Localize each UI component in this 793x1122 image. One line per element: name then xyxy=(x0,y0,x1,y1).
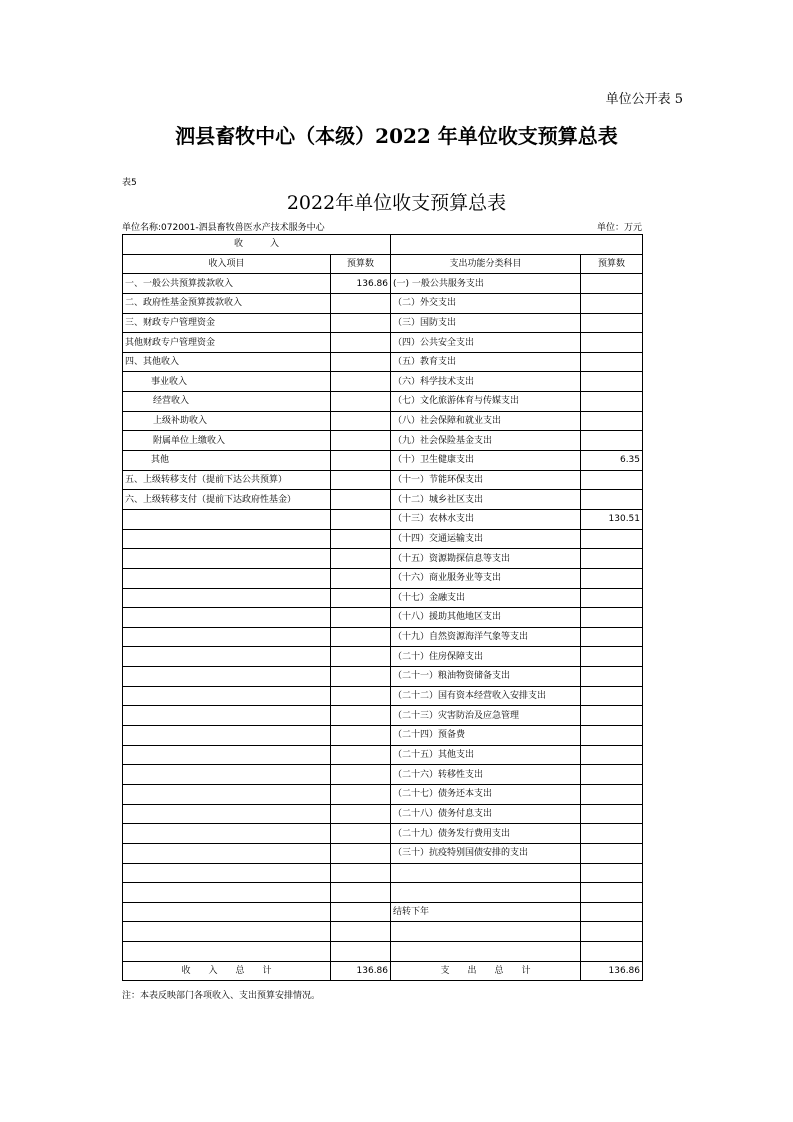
income-item-cell: 经营收入 xyxy=(123,392,331,412)
expense-item-cell: （二十四）预备费 xyxy=(391,726,581,746)
expense-amount-cell xyxy=(581,883,643,903)
table-row xyxy=(123,529,643,549)
table-row xyxy=(123,333,643,353)
income-amount-cell xyxy=(331,784,391,804)
income-group-header: 收 入 xyxy=(123,235,391,255)
expense-item-cell: （十八）援助其他地区支出 xyxy=(391,608,581,628)
income-amount-cell xyxy=(331,627,391,647)
table-row xyxy=(123,824,643,844)
expense-amount-cell xyxy=(581,902,643,922)
table-row xyxy=(123,765,643,785)
table-row xyxy=(123,922,643,942)
income-amount-cell xyxy=(331,745,391,765)
expense-item-cell xyxy=(391,863,581,883)
table-row xyxy=(123,843,643,863)
income-item-cell: 附属单位上缴收入 xyxy=(123,431,331,451)
expense-item-cell: （二十一）粮油物资储备支出 xyxy=(391,667,581,687)
income-amount-cell xyxy=(331,824,391,844)
income-amount-cell xyxy=(331,352,391,372)
income-amount-cell: 136.86 xyxy=(331,274,391,294)
income-item-cell xyxy=(123,706,331,726)
expense-item-cell: （九）社会保险基金支出 xyxy=(391,431,581,451)
income-amount-cell xyxy=(331,843,391,863)
expense-amount-cell xyxy=(581,706,643,726)
expense-item-cell: （二十五）其他支出 xyxy=(391,745,581,765)
income-amount-cell xyxy=(331,490,391,510)
income-amount-cell xyxy=(331,293,391,313)
sub-title: 2022年单位收支预算总表 xyxy=(286,192,507,214)
table-row xyxy=(123,608,643,628)
expense-item-cell: （二十八）债务付息支出 xyxy=(391,804,581,824)
table-row xyxy=(123,293,643,313)
expense-amount-cell xyxy=(581,686,643,706)
expense-amount-cell xyxy=(581,922,643,942)
table-row xyxy=(123,902,643,922)
expense-item-cell: （十四）交通运输支出 xyxy=(391,529,581,549)
income-item-header: 收入项目 xyxy=(123,254,331,274)
income-item-cell xyxy=(123,667,331,687)
income-item-cell: 三、财政专户管理资金 xyxy=(123,313,331,333)
income-item-cell xyxy=(123,745,331,765)
expense-amount-cell: 6.35 xyxy=(581,451,643,471)
expense-item-cell: （十六）商业服务业等支出 xyxy=(391,568,581,588)
expense-item-cell: （十五）资源勘探信息等支出 xyxy=(391,549,581,569)
table-row xyxy=(123,451,643,471)
expense-budget-header: 预算数 xyxy=(581,254,643,274)
income-amount-cell xyxy=(331,883,391,903)
income-amount-cell xyxy=(331,529,391,549)
expense-amount-cell xyxy=(581,784,643,804)
table-row xyxy=(123,667,643,687)
total-row xyxy=(123,961,643,981)
table-row xyxy=(123,372,643,392)
expense-amount-cell xyxy=(581,667,643,687)
table-row xyxy=(123,647,643,667)
expense-total-label: 支 出 总 计 xyxy=(391,961,581,981)
table-row xyxy=(123,431,643,451)
income-item-cell xyxy=(123,843,331,863)
unit-line xyxy=(122,220,642,233)
table-row xyxy=(123,942,643,962)
income-item-cell: 五、上级转移支付（提前下达公共预算） xyxy=(123,470,331,490)
income-item-cell xyxy=(123,824,331,844)
expense-amount-cell xyxy=(581,313,643,333)
expense-amount-cell xyxy=(581,804,643,824)
income-item-cell: 事业收入 xyxy=(123,372,331,392)
expense-item-cell xyxy=(391,942,581,962)
expense-amount-cell xyxy=(581,588,643,608)
income-item-cell xyxy=(123,529,331,549)
expense-amount-cell xyxy=(581,529,643,549)
income-amount-cell xyxy=(331,568,391,588)
expense-amount-cell xyxy=(581,352,643,372)
income-item-cell xyxy=(123,588,331,608)
table-row xyxy=(123,863,643,883)
income-item-cell: 四、其他收入 xyxy=(123,352,331,372)
expense-item-header: 支出功能分类科目 xyxy=(391,254,581,274)
income-item-cell xyxy=(123,686,331,706)
expense-item-cell: （二十三）灾害防治及应急管理 xyxy=(391,706,581,726)
income-item-cell: 上级补助收入 xyxy=(123,411,331,431)
income-item-cell: 其他财政专户管理资金 xyxy=(123,333,331,353)
expense-amount-cell: 130.51 xyxy=(581,509,643,529)
income-item-cell: 六、上级转移支付（提前下达政府性基金） xyxy=(123,490,331,510)
income-amount-cell xyxy=(331,313,391,333)
expense-item-cell: （五）教育支出 xyxy=(391,352,581,372)
table-row xyxy=(123,726,643,746)
expense-amount-cell xyxy=(581,726,643,746)
expense-item-cell: （十三）农林水支出 xyxy=(391,509,581,529)
expense-item-cell: （十七）金融支出 xyxy=(391,588,581,608)
expense-amount-cell xyxy=(581,333,643,353)
expense-item-cell: （八）社会保障和就业支出 xyxy=(391,411,581,431)
income-item-cell xyxy=(123,883,331,903)
income-budget-header: 预算数 xyxy=(331,254,391,274)
income-item-cell xyxy=(123,549,331,569)
table-row xyxy=(123,883,643,903)
expense-item-cell: （二十六）转移性支出 xyxy=(391,765,581,785)
income-item-cell xyxy=(123,765,331,785)
table-row xyxy=(123,784,643,804)
income-amount-cell xyxy=(331,451,391,471)
income-amount-cell xyxy=(331,902,391,922)
expense-amount-cell xyxy=(581,824,643,844)
income-amount-cell xyxy=(331,333,391,353)
budget-table xyxy=(122,234,643,981)
income-item-cell xyxy=(123,902,331,922)
income-item-cell: 一、一般公共预算拨款收入 xyxy=(123,274,331,294)
income-amount-cell xyxy=(331,686,391,706)
expense-item-cell: （二十）住房保障支出 xyxy=(391,647,581,667)
expense-item-cell: （十二）城乡社区支出 xyxy=(391,490,581,510)
table-row xyxy=(123,411,643,431)
expense-item-cell: （二十二）国有资本经营收入安排支出 xyxy=(391,686,581,706)
expense-amount-cell xyxy=(581,608,643,628)
income-amount-cell xyxy=(331,765,391,785)
income-item-cell: 其他 xyxy=(123,451,331,471)
income-amount-cell xyxy=(331,647,391,667)
expense-amount-cell xyxy=(581,490,643,510)
income-item-cell xyxy=(123,784,331,804)
expense-item-cell: （三）国防支出 xyxy=(391,313,581,333)
income-item-cell xyxy=(123,627,331,647)
expense-amount-cell xyxy=(581,843,643,863)
expense-item-cell: （十一）节能环保支出 xyxy=(391,470,581,490)
income-total-label: 收 入 总 计 xyxy=(123,961,331,981)
expense-amount-cell xyxy=(581,274,643,294)
income-item-cell xyxy=(123,509,331,529)
income-item-cell: 二、政府性基金预算拨款收入 xyxy=(123,293,331,313)
unit-currency: 单位：万元 xyxy=(596,223,642,233)
table-row xyxy=(123,352,643,372)
income-amount-cell xyxy=(331,588,391,608)
header-group-row xyxy=(123,235,643,255)
table-row xyxy=(123,804,643,824)
income-amount-cell xyxy=(331,411,391,431)
expense-item-cell: （二）外交支出 xyxy=(391,293,581,313)
income-amount-cell xyxy=(331,726,391,746)
income-item-cell xyxy=(123,922,331,942)
expense-amount-cell xyxy=(581,392,643,412)
income-amount-cell xyxy=(331,509,391,529)
expense-item-cell xyxy=(391,883,581,903)
table-number: 表5 xyxy=(122,178,137,188)
income-amount-cell xyxy=(331,608,391,628)
expense-item-cell: （二十七）债务还本支出 xyxy=(391,784,581,804)
table-row xyxy=(123,568,643,588)
expense-amount-cell xyxy=(581,863,643,883)
expense-amount-cell xyxy=(581,411,643,431)
expense-amount-cell xyxy=(581,549,643,569)
income-amount-cell xyxy=(331,863,391,883)
table-row xyxy=(123,627,643,647)
table-row xyxy=(123,509,643,529)
income-amount-cell xyxy=(331,804,391,824)
expense-item-cell: 结转下年 xyxy=(391,902,581,922)
expense-item-cell: （十九）自然资源海洋气象等支出 xyxy=(391,627,581,647)
main-title: 泗县畜牧中心（本级）2022 年单位收支预算总表 xyxy=(175,124,618,148)
table-row xyxy=(123,549,643,569)
income-amount-cell xyxy=(331,549,391,569)
income-amount-cell xyxy=(331,942,391,962)
expense-amount-cell xyxy=(581,568,643,588)
income-total-amount: 136.86 xyxy=(331,961,391,981)
expense-amount-cell xyxy=(581,431,643,451)
expense-item-cell: （六）科学技术支出 xyxy=(391,372,581,392)
expense-item-cell: （三十）抗疫特别国债安排的支出 xyxy=(391,843,581,863)
income-amount-cell xyxy=(331,706,391,726)
income-item-cell xyxy=(123,568,331,588)
expense-item-cell: (一) 一般公共服务支出 xyxy=(391,274,581,294)
income-amount-cell xyxy=(331,667,391,687)
corner-label: 单位公开表 5 xyxy=(605,92,683,107)
unit-name: 单位名称:072001-泗县畜牧兽医水产技术服务中心 xyxy=(122,223,325,233)
expense-item-cell: （七）文化旅游体育与传媒支出 xyxy=(391,392,581,412)
income-item-cell xyxy=(123,863,331,883)
income-item-cell xyxy=(123,726,331,746)
footnote: 注：本表反映部门各项收入、支出预算安排情况。 xyxy=(122,991,321,1001)
expense-total-amount: 136.86 xyxy=(581,961,643,981)
income-item-cell xyxy=(123,804,331,824)
table-row xyxy=(123,588,643,608)
table-row xyxy=(123,392,643,412)
header-row xyxy=(123,254,643,274)
table-row xyxy=(123,686,643,706)
table-row xyxy=(123,313,643,333)
income-amount-cell xyxy=(331,392,391,412)
expense-amount-cell xyxy=(581,372,643,392)
table-row xyxy=(123,706,643,726)
income-item-cell xyxy=(123,942,331,962)
expense-item-cell: （四）公共安全支出 xyxy=(391,333,581,353)
income-amount-cell xyxy=(331,431,391,451)
table-row xyxy=(123,745,643,765)
income-amount-cell xyxy=(331,470,391,490)
table-row xyxy=(123,470,643,490)
expense-item-cell: （二十九）债务发行费用支出 xyxy=(391,824,581,844)
expense-amount-cell xyxy=(581,293,643,313)
table-row xyxy=(123,490,643,510)
income-item-cell xyxy=(123,647,331,667)
expense-amount-cell xyxy=(581,745,643,765)
income-amount-cell xyxy=(331,372,391,392)
expense-amount-cell xyxy=(581,765,643,785)
table-row xyxy=(123,274,643,294)
expense-amount-cell xyxy=(581,942,643,962)
income-item-cell xyxy=(123,608,331,628)
income-amount-cell xyxy=(331,922,391,942)
expense-amount-cell xyxy=(581,470,643,490)
expense-item-cell xyxy=(391,922,581,942)
expense-amount-cell xyxy=(581,647,643,667)
expense-amount-cell xyxy=(581,627,643,647)
expense-item-cell: （十）卫生健康支出 xyxy=(391,451,581,471)
expense-group-header xyxy=(391,235,643,255)
